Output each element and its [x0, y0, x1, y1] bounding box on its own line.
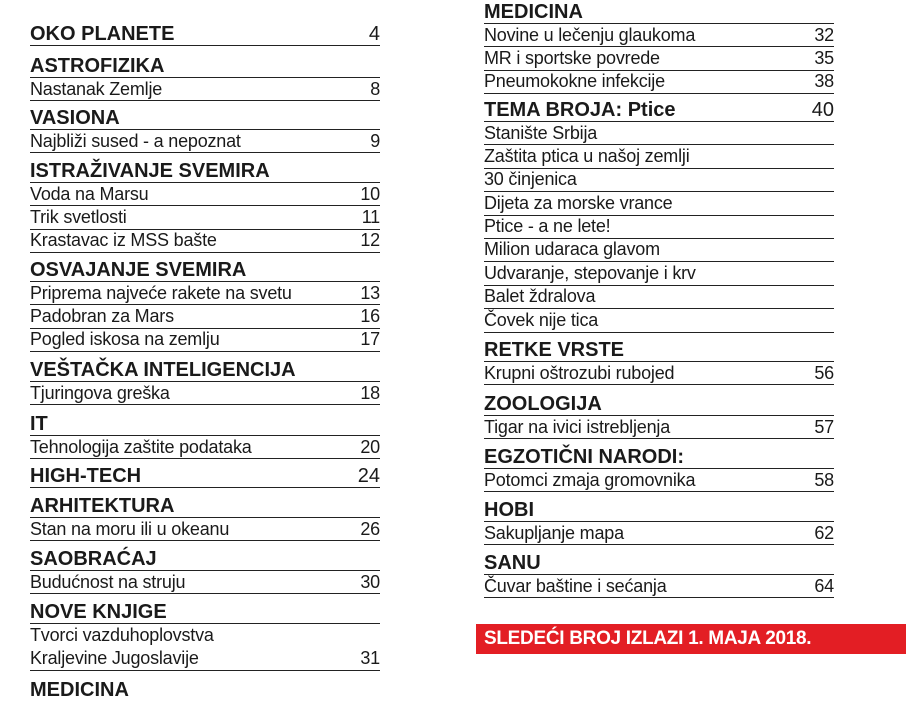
- toc-entry: [30, 624, 380, 647]
- entry-title: Udvaranje, stepovanje i krv: [484, 262, 696, 283]
- toc-section-hobi: [484, 498, 834, 545]
- toc-entry: [30, 78, 380, 101]
- section-heading: [484, 338, 834, 362]
- entry-page-number: 9: [370, 130, 380, 151]
- entry-page-number: 38: [814, 71, 834, 92]
- entry-title: Tjuringova greška: [30, 382, 170, 403]
- section-heading: [30, 159, 380, 183]
- entry-page-number: 12: [360, 230, 380, 251]
- entry-title: Najbliži sused - a nepoznat: [30, 130, 241, 151]
- section-title: ZOOLOGIJA: [484, 392, 602, 415]
- toc-entry: [30, 382, 380, 405]
- toc-entry: [30, 436, 380, 459]
- entry-page-number: 8: [370, 78, 380, 99]
- entry-title: Dijeta za morske vrance: [484, 192, 673, 213]
- toc-entry: [484, 169, 834, 192]
- section-title: MEDICINA: [484, 0, 583, 23]
- entry-title: Sakupljanje mapa: [484, 522, 624, 543]
- toc-section-oko-planete: [30, 22, 380, 46]
- section-heading: [30, 54, 380, 78]
- entry-page-number: 16: [360, 305, 380, 326]
- section-heading: [30, 547, 380, 571]
- section-title: OKO PLANETE: [30, 22, 175, 45]
- section-title: HIGH-TECH: [30, 464, 142, 487]
- entry-page-number: 64: [814, 575, 834, 596]
- entry-page-number: 62: [814, 522, 834, 543]
- toc-section-retke-vrste: [484, 338, 834, 385]
- entry-page-number: 32: [814, 24, 834, 45]
- toc-section-istrazivanje-svemira: [30, 159, 380, 253]
- cutoff-heading: MEDICINA: [30, 679, 129, 701]
- entry-page-number: 26: [360, 518, 380, 539]
- entry-title: Tvorci vazduhoplovstva: [30, 625, 214, 645]
- toc-section-nove-knjige: [30, 600, 380, 671]
- entry-title: Čovek nije tica: [484, 309, 599, 330]
- entry-title: Voda na Marsu: [30, 183, 149, 204]
- entry-title: Krastavac iz MSS bašte: [30, 230, 217, 251]
- toc-entry: [30, 183, 380, 206]
- entry-title: Kraljevine Jugoslavije: [30, 647, 199, 668]
- entry-title: Nastanak Zemlje: [30, 78, 163, 99]
- toc-entry: [484, 71, 834, 94]
- toc-entry: [484, 309, 834, 332]
- toc-entry: [484, 24, 834, 47]
- section-heading: [30, 22, 380, 46]
- toc-entry: [484, 47, 834, 70]
- entry-title: Čuvar baštine i sećanja: [484, 575, 667, 596]
- entry-title: Novine u lečenju glaukoma: [484, 24, 696, 45]
- toc-entry: [484, 575, 834, 598]
- section-title: IT: [30, 412, 48, 435]
- toc-entry: [30, 305, 380, 328]
- entry-title: Ptice - a ne lete!: [484, 216, 611, 237]
- next-issue-banner: SLEDEĆI BROJ IZLAZI 1. MAJA 2018.: [476, 624, 906, 654]
- toc-section-sanu: [484, 551, 834, 598]
- section-title: TEMA BROJA: Ptice: [484, 98, 676, 121]
- toc-entry: [484, 216, 834, 239]
- toc-section-medicina: [484, 0, 834, 94]
- section-title: RETKE VRSTE: [484, 338, 625, 361]
- section-heading: [30, 600, 380, 624]
- entry-title: Priprema najveće rakete na svetu: [30, 282, 292, 303]
- section-heading: [484, 551, 834, 575]
- toc-entry: [484, 286, 834, 309]
- entry-page-number: 20: [360, 436, 380, 457]
- toc-section-saobracaj: [30, 547, 380, 594]
- section-heading: [30, 358, 380, 382]
- toc-section-osvajanje-svemira: [30, 258, 380, 352]
- section-heading: [30, 464, 380, 488]
- entry-title: Tehnologija zaštite podataka: [30, 436, 252, 457]
- section-title: EGZOTIČNI NARODI:: [484, 445, 684, 468]
- toc-entry: [30, 647, 380, 670]
- section-title: VASIONA: [30, 106, 120, 129]
- toc-entry: [30, 130, 380, 153]
- entry-title: Potomci zmaja gromovnika: [484, 469, 696, 490]
- section-heading: [30, 412, 380, 436]
- section-title: SAOBRAĆAJ: [30, 547, 157, 570]
- toc-entry: [30, 329, 380, 352]
- toc-entry: [484, 416, 834, 439]
- section-page-number: 24: [357, 464, 380, 487]
- section-title: NOVE KNJIGE: [30, 600, 167, 623]
- section-title: SANU: [484, 551, 541, 574]
- entry-title: Pogled iskosa na zemlju: [30, 329, 220, 350]
- section-page-number: 4: [368, 22, 380, 45]
- entry-title: Padobran za Mars: [30, 305, 174, 326]
- toc-entry: [30, 571, 380, 594]
- entry-title: Milion udaraca glavom: [484, 239, 660, 260]
- entry-page-number: 56: [814, 362, 834, 383]
- toc-entry: [484, 362, 834, 385]
- section-title: HOBI: [484, 498, 534, 521]
- toc-entry: [484, 192, 834, 215]
- section-heading: [484, 98, 834, 122]
- toc-section-high-tech: [30, 464, 380, 488]
- section-heading: [484, 498, 834, 522]
- toc-entry: [484, 239, 834, 262]
- entry-title: 30 činjenica: [484, 169, 577, 190]
- toc-section-zoologija: [484, 392, 834, 439]
- toc-entry: [484, 262, 834, 285]
- entry-title: MR i sportske povrede: [484, 47, 660, 68]
- entry-page-number: 11: [361, 206, 380, 227]
- entry-title: Pneumokokne infekcije: [484, 71, 665, 92]
- entry-page-number: 17: [360, 329, 380, 350]
- entry-title: Budućnost na struju: [30, 571, 186, 592]
- toc-section-astrofizika: [30, 54, 380, 101]
- toc-entry: [30, 206, 380, 229]
- toc-section-arhitektura: [30, 494, 380, 541]
- section-heading: [30, 106, 380, 130]
- section-title: ISTRAŽIVANJE SVEMIRA: [30, 159, 270, 182]
- entry-page-number: 31: [360, 647, 380, 668]
- entry-page-number: 58: [814, 469, 834, 490]
- toc-section-it: [30, 412, 380, 459]
- section-heading: [484, 0, 834, 24]
- entry-page-number: 10: [360, 183, 380, 204]
- toc-section-egzoticni-narodi: [484, 445, 834, 492]
- entry-title: Stan na moru ili u okeanu: [30, 518, 230, 539]
- section-title: ARHITEKTURA: [30, 494, 175, 517]
- entry-title: Balet ždralova: [484, 286, 596, 307]
- toc-entry: [30, 282, 380, 305]
- entry-title: Krupni oštrozubi rubojed: [484, 362, 675, 383]
- section-heading: [30, 258, 380, 282]
- toc-entry: [484, 122, 834, 145]
- toc-section-vasiona: [30, 106, 380, 153]
- section-title: VEŠTAČKA INTELIGENCIJA: [30, 358, 296, 381]
- toc-entry: [484, 469, 834, 492]
- toc-section-tema-broja-ptice: [484, 98, 834, 333]
- toc-entry: [30, 230, 380, 253]
- toc-entry: [30, 518, 380, 541]
- toc-entry: [484, 145, 834, 168]
- entry-page-number: 13: [360, 282, 380, 303]
- entry-page-number: 30: [360, 571, 380, 592]
- entry-title: Trik svetlosti: [30, 206, 127, 227]
- entry-page-number: 35: [814, 47, 834, 68]
- section-page-number: 40: [811, 98, 834, 121]
- entry-title: Tigar na ivici istrebljenja: [484, 416, 671, 437]
- entry-page-number: 18: [360, 382, 380, 403]
- section-heading: [30, 494, 380, 518]
- section-heading: [484, 392, 834, 416]
- toc-entry: [484, 522, 834, 545]
- section-heading: [484, 445, 834, 469]
- section-title: ASTROFIZIKA: [30, 54, 165, 77]
- section-title: OSVAJANJE SVEMIRA: [30, 258, 247, 281]
- entry-title: Zaštita ptica u našoj zemlji: [484, 145, 690, 166]
- entry-title: Stanište Srbija: [484, 122, 598, 143]
- entry-page-number: 57: [814, 416, 834, 437]
- toc-section-vestacka-inteligencija: [30, 358, 380, 405]
